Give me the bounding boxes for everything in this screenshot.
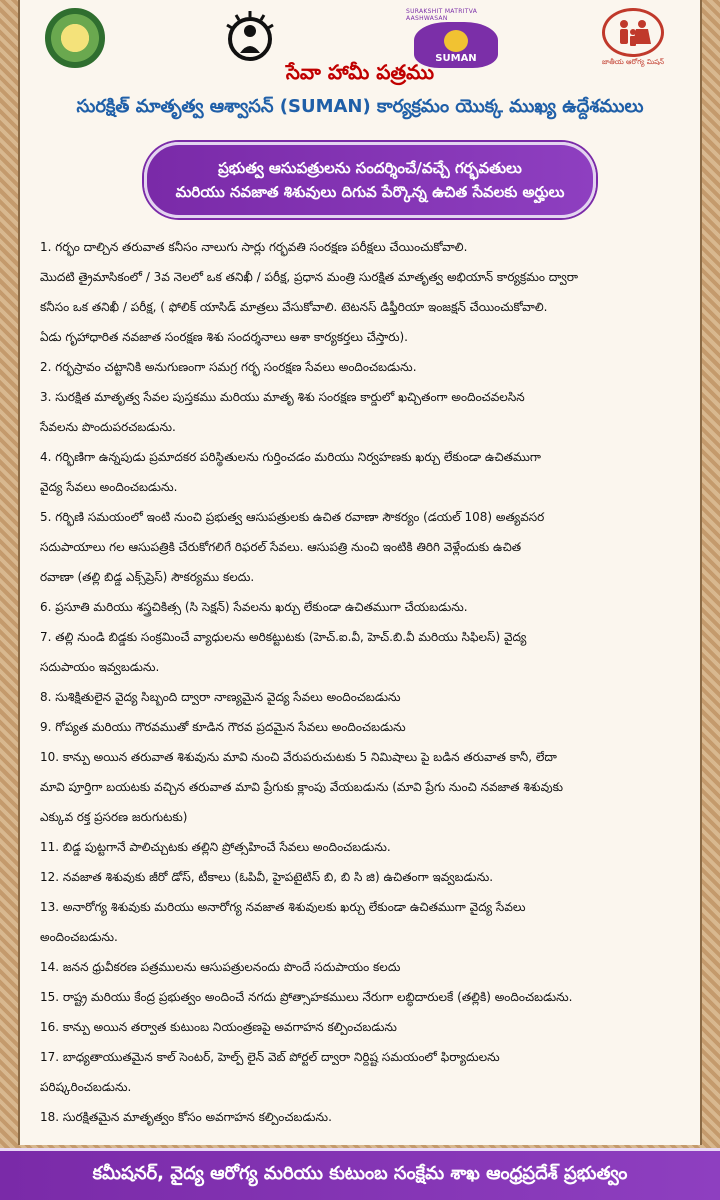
list-item <box>40 232 690 352</box>
list-item-line: అందించబడును. <box>40 930 118 944</box>
list-item <box>40 832 690 862</box>
list-item-line: 3. సురక్షిత మాతృత్వ సేవల పుస్తకము మరియు మాతృ శిశు సంరక్షణ కార్డులో ఖచ్చితంగా అందించవలసిన <box>40 390 525 404</box>
list-item-line: మొదటి త్రైమాసికంలో / 3వ నెలలో ఒక తనిఖీ / పరీక్ష, ప్రధాన మంత్రి సురక్షిత మాతృత్వ అభియాన్ కార్యక్రమం ద్వారా <box>40 270 579 284</box>
header <box>20 0 700 135</box>
list-item <box>40 742 690 832</box>
list-item-line: 9. గోప్యత మరియు గౌరవముతో కూడిన గౌరవ ప్రదమైన సేవలు అందించబడును <box>40 720 406 734</box>
suman-logo <box>406 8 506 68</box>
list-item-line: 12. నవజాత శిశువుకు జీరో డోస్, టీకాలు (ఓపివీ, హైపటైటిస్ బి, బి సి జి) ఉచితంగా ఇవ్వబడును. <box>40 870 494 884</box>
list-item <box>40 952 690 982</box>
footer-banner: కమీషనర్, వైద్య ఆరోగ్య మరియు కుటుంబ సంక్షేమ శాఖ ఆంధ్రప్రదేశ్ ప్రభుత్వం <box>0 1148 720 1200</box>
list-item <box>40 352 690 382</box>
list-item-line: రవాణా (తల్లి బిడ్డ ఎక్స్‌ప్రెస్) సౌకర్యము కలదు. <box>40 570 255 584</box>
list-item-line: 2. గర్భస్రావం చట్టానికి అనుగుణంగా సమగ్ర గర్భ సంరక్షణ సేవలు అందించబడును. <box>40 360 417 374</box>
list-item-line: కనీసం ఒక తనిఖీ / పరీక్ష, ( ఫోలిక్ యాసిడ్ మాత్రలు వేసుకోవాలి. టెటనస్ డిఫ్తీరియా ఇంజక్షన్ చేయించుకోవాలి. <box>40 300 548 314</box>
list-item-line: 6. ప్రసూతి మరియు శస్త్రచికిత్స (సి సెక్షన్) సేవలను ఖర్చు లేకుండా ఉచితముగా చేయబడును. <box>40 600 468 614</box>
list-item <box>40 1012 690 1042</box>
list-item-line: ఏడు గృహాధారిత నవజాత సంరక్షణ శిశు సందర్శనాలు ఆశా కార్యకర్తలు చేస్తారు). <box>40 330 408 344</box>
list-item-line: 11. బిడ్డ పుట్టగానే పాలిచ్చుటకు తల్లిని ప్రోత్సహించే సేవలు అందించబడును. <box>40 840 391 854</box>
eligibility-banner <box>144 142 596 218</box>
list-item-line: 1. గర్భం దాల్చిన తరువాత కనీసం నాలుగు సార్లు గర్భవతి సంరక్షణ పరీక్షలు చేయించుకోవాలి. <box>40 240 468 254</box>
banner-line-1: ప్రభుత్వ ఆసుపత్రులను సందర్శించే/వచ్చే గర్భవతులు <box>218 159 522 177</box>
list-item-line: సదుపాయం ఇవ్వబడును. <box>40 660 160 674</box>
list-item-line: సదుపాయాలు గల ఆసుపత్రికి చేరుకోగలిగే రిఫరల్ సేవలు. ఆసుపత్రి నుంచి ఇంటికి తిరిగి వెళ్లేందుకు ఉచిత <box>40 540 522 554</box>
list-item <box>40 1042 690 1102</box>
list-item-line: ఎక్కువ రక్త ప్రసరణ జరుగుటకు) <box>40 810 188 824</box>
list-item <box>40 592 690 622</box>
list-item <box>40 502 690 592</box>
list-item-line: సేవలను పొందుపరచబడును. <box>40 420 176 434</box>
list-item-line: వైద్య సేవలు అందించబడును. <box>40 480 178 494</box>
suman-badge: SUMAN <box>414 22 498 68</box>
list-item <box>40 382 690 442</box>
list-item <box>40 712 690 742</box>
banner-line-2: మరియు నవజాత శిశువులు దిగువ పేర్కొన్న ఉచిత సేవలకు అర్హులు <box>175 183 565 201</box>
list-item-line: 16. కాన్పు అయిన తర్వాత కుటుంబ నియంత్రణపై అవగాహన కల్పించబడును <box>40 1020 397 1034</box>
list-item-line: 18. సురక్షితమైన మాతృత్వం కోసం అవగాహన కల్పించబడును. <box>40 1110 332 1124</box>
list-item-line: 10. కాన్పు అయిన తరువాత శిశువును మావి నుంచి వేరుపరుచుటకు 5 నిమిషాలు పై బడిన తరువాత కానీ, లేదా <box>40 750 557 764</box>
list-item <box>40 982 690 1012</box>
page-subtitle: సురక్షిత్ మాతృత్వ ఆశ్వాసన్ (SUMAN) కార్యక్రమం యొక్క ముఖ్య ఉద్దేశములు <box>76 96 644 117</box>
nhm-logo <box>588 8 678 68</box>
list-item-line: 4. గర్భిణిగా ఉన్నపుడు ప్రమాదకర పరిస్థితులను గుర్తించడం మరియు నిర్వహణకు ఖర్చు లేకుండా ఉచితముగా <box>40 450 541 464</box>
document-panel <box>18 0 702 1145</box>
list-item-line: 17. బాధ్యతాయుతమైన కాల్ సెంటర్, హెల్ప్ లైన్ వెబ్ పోర్టల్ ద్వారా నిర్దిష్ట సమయంలో ఫిర్యాదులను <box>40 1050 500 1064</box>
list-item-line: 7. తల్లి నుండి బిడ్డకు సంక్రమించే వ్యాధులను అరికట్టుటకు (హెచ్.ఐ.వీ, హెచ్.బి.వీ మరియు సిఫిలస్) వైద్య <box>40 630 527 644</box>
mother-child-logo-icon <box>220 8 280 68</box>
list-item-line: మావి పూర్తిగా బయటకు వచ్చిన తరువాత మావి ప్రేగుకు క్లాంపు వేయబడును (మావి ప్రేగు నుంచి నవజాత శిశువుకు <box>40 780 563 794</box>
nhm-logo-sub: జాతీయ ఆరోగ్య మిషన్ <box>601 58 665 66</box>
list-item-line: 5. గర్భిణి సమయంలో ఇంటి నుంచి ప్రభుత్వ ఆసుపత్రులకు ఉచిత రవాణా సౌకర్యం (డయల్ 108) అత్యవసర <box>40 510 545 524</box>
list-item-line: 13. అనారోగ్య శిశువుకు మరియు అనారోగ్య నవజాత శిశువులకు ఖర్చు లేకుండా ఉచితముగా వైద్య సేవలు <box>40 900 526 914</box>
list-item <box>40 862 690 892</box>
list-item <box>40 442 690 502</box>
andhra-pradesh-emblem-icon <box>44 8 106 68</box>
suman-logo-text: SURAKSHIT MATRITVA AASHWASAN <box>406 8 478 22</box>
list-item <box>40 622 690 682</box>
list-item-line: 14. జనన ధ్రువీకరణ పత్రములను ఆసుపత్రులనందు పొందే సదుపాయం కలదు <box>40 960 401 974</box>
list-item-line: పరిష్కరించబడును. <box>40 1080 132 1094</box>
service-list <box>40 232 690 1132</box>
list-item <box>40 1102 690 1132</box>
list-item <box>40 892 690 952</box>
page-title: సేవా హామీ పత్రము <box>285 60 435 84</box>
list-item <box>40 682 690 712</box>
list-item-line: 8. సుశిక్షితులైన వైద్య సిబ్బంది ద్వారా నాణ్యమైన వైద్య సేవలు అందించబడును <box>40 690 401 704</box>
family-icon <box>602 8 664 57</box>
list-item-line: 15. రాష్ట్ర మరియు కేంద్ర ప్రభుత్వం అందించే నగదు ప్రోత్సాహకములు నేరుగా లబ్ధిదారులకే (తల్లికి) అందించబడును. <box>40 990 573 1004</box>
